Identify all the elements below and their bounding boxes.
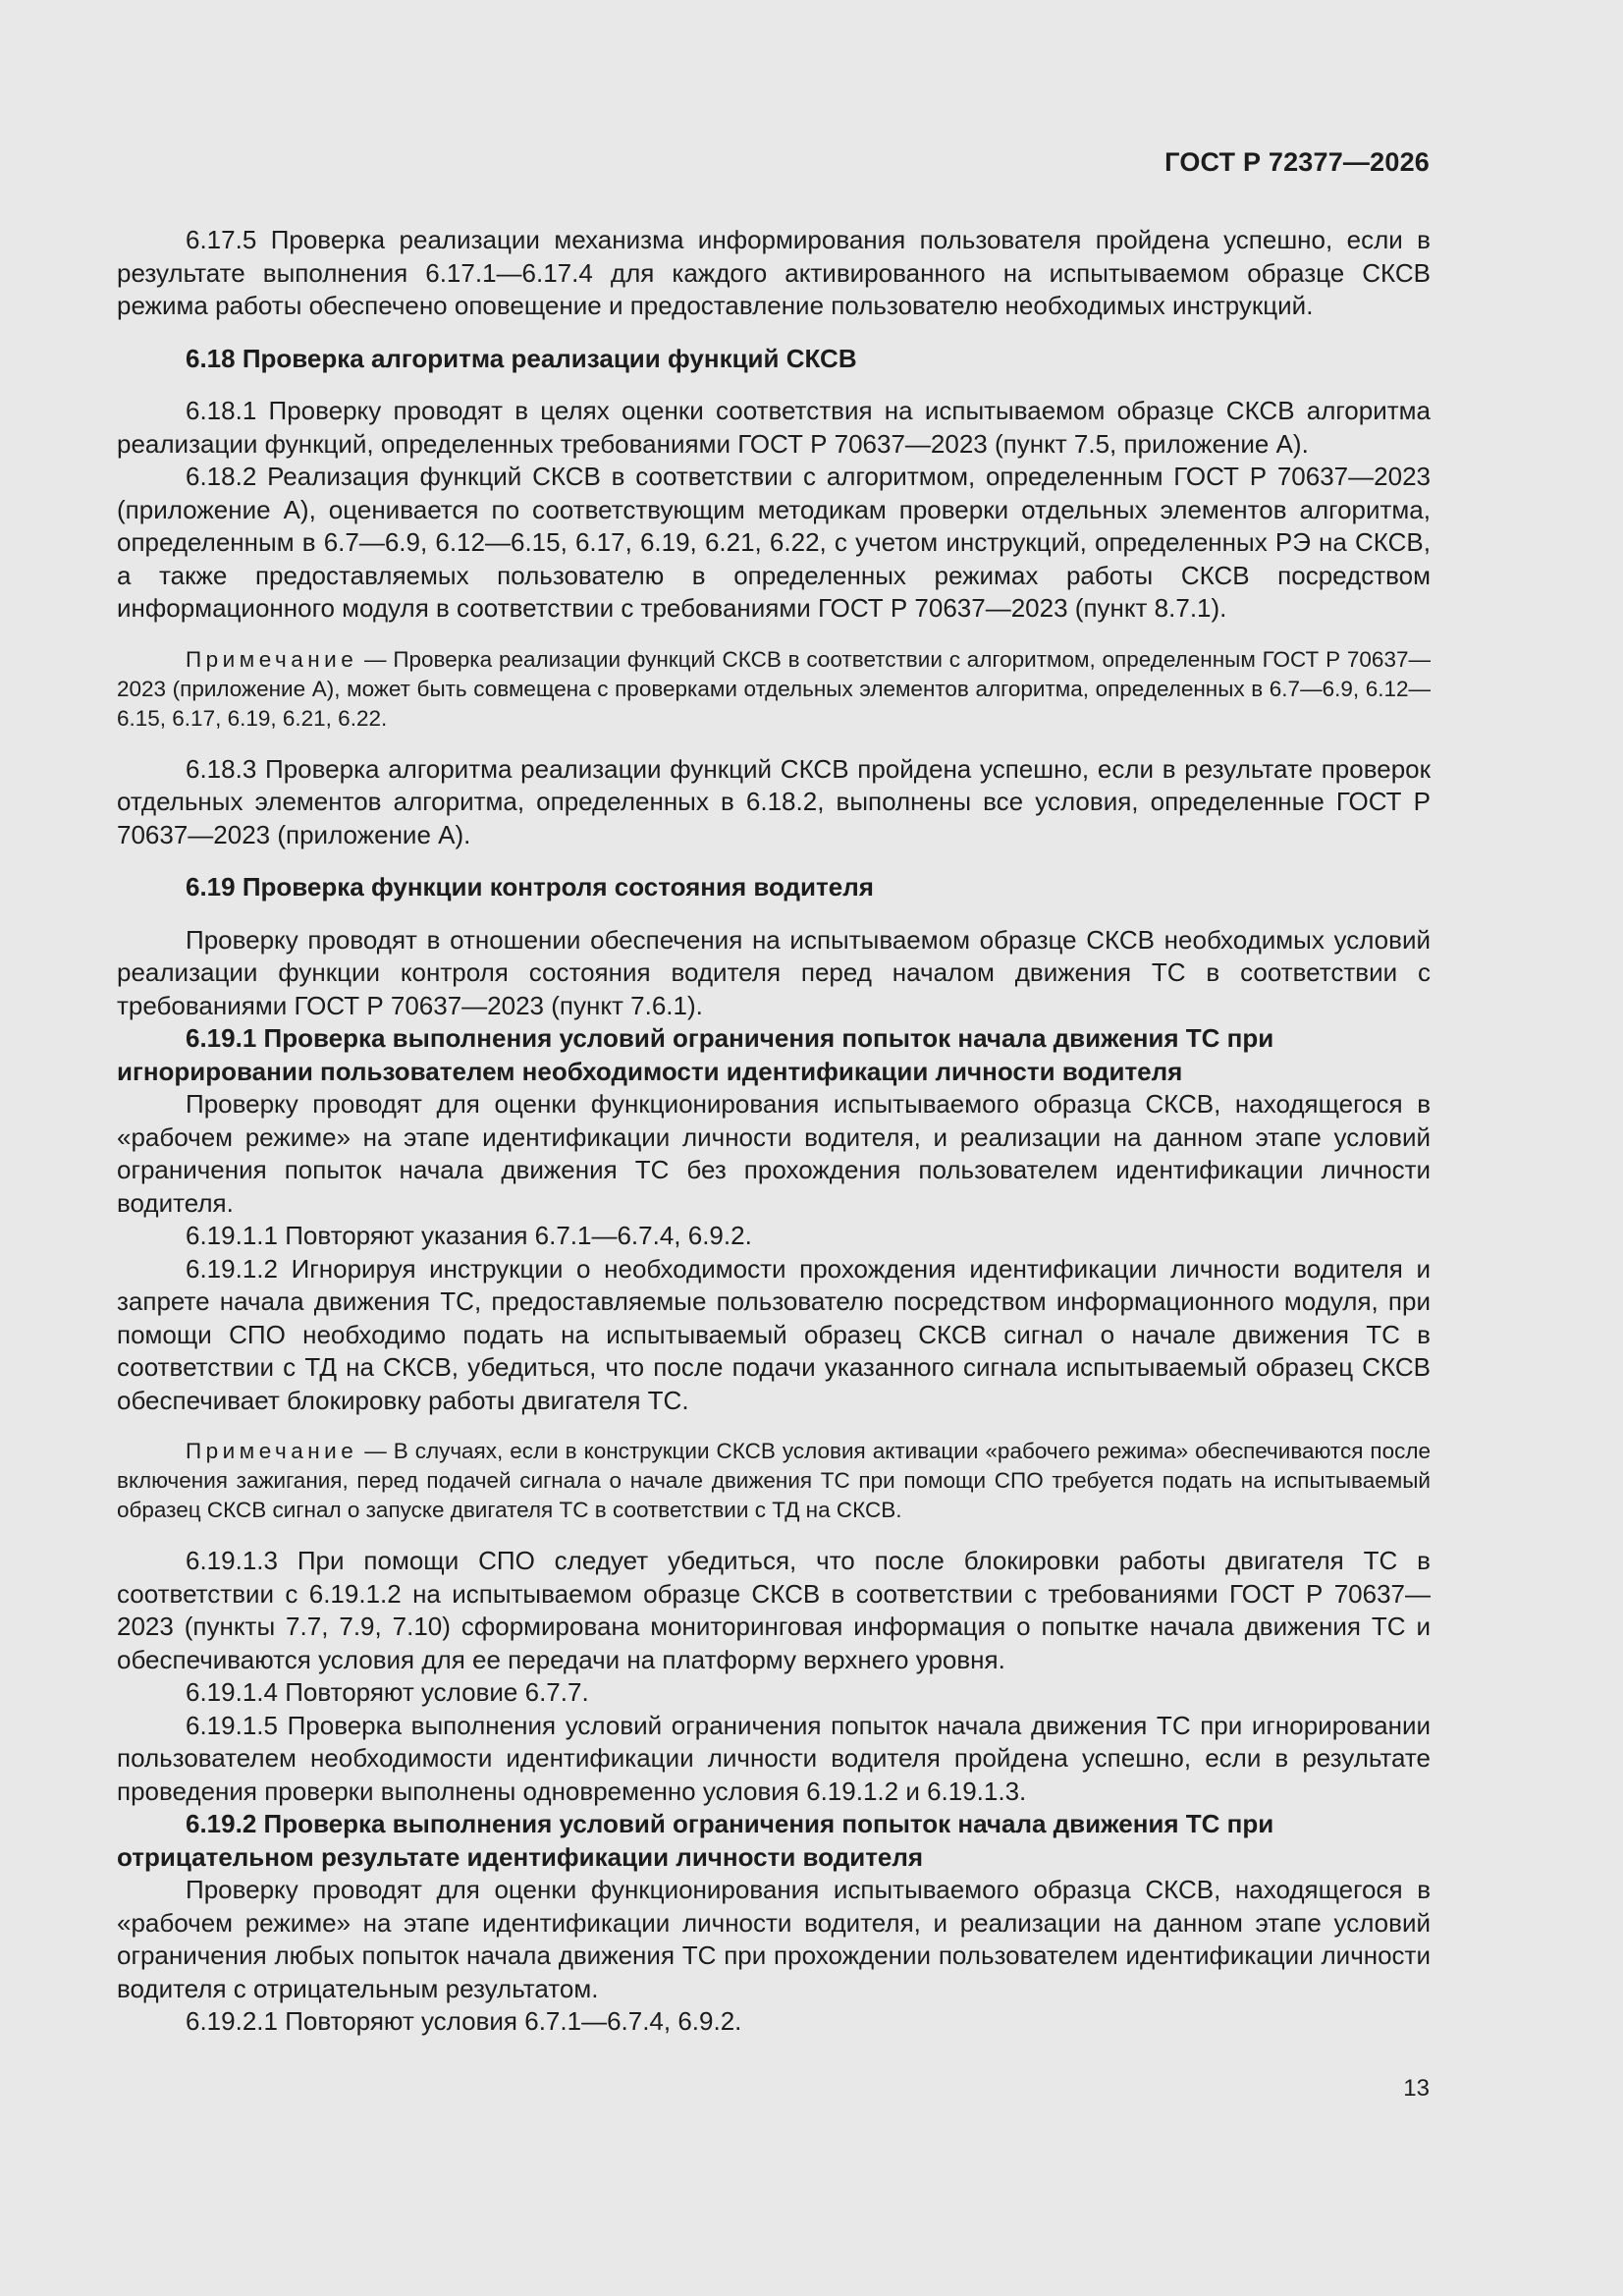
section-heading-6-19: 6.19 Проверка функции контроля состояния водителя bbox=[186, 872, 874, 902]
note-text: — Проверка реализации функций СКСВ в соответствии с алгоритмом, определенным ГОСТ Р 70637—2023 (приложение А), может быть совмещена с проверками отдельных элементов алгоритма, определенных в 6.7—6.9, 6.12—6.15, 6.17, 6.19, 6.21, 6.22. bbox=[117, 646, 1431, 731]
paragraph-6-19-1-2: 6.19.1.2 Игнорируя инструкции о необходимости прохождения идентификации личности водителя и запрете начала движения ТС, предоставляемые пользователю посредством информационного модуля, при помощи СПО необходимо подать на испытываемый образец СКСВ сигнал о начале движения ТС в соответствии с ТД на СКСВ, убедиться, что после подачи указанного сигнала испытываемый образец СКСВ обеспечивает блокировку работы двигателя ТС. bbox=[117, 1253, 1431, 1415]
paragraph-6-19-1-4: 6.19.1.4 Повторяют условие 6.7.7. bbox=[186, 1677, 589, 1707]
page-body bbox=[117, 224, 1431, 2039]
paragraph-6-18-3: 6.18.3 Проверка алгоритма реализации функций СКСВ пройдена успешно, если в результате проверок отдельных элементов алгоритма, определенных в 6.18.2, выполнены все условия, определенные ГОСТ Р 70637—2023 (приложение А). bbox=[117, 753, 1431, 849]
paragraph-6-19-1-3: 6.19.1.3 При помощи СПО следует убедиться, что после блокировки работы двигателя ТС в соответствии с 6.19.1.2 на испытываемом образце СКСВ в соответствии с требованиями ГОСТ Р 70637—2023 (пункты 7.7, 7.9, 7.10) сформирована мониторинговая информация о попытке начала движения ТС и обеспечиваются условия для ее передачи на платформу верхнего уровня. bbox=[117, 1546, 1431, 1674]
paragraph-6-19-2-1: 6.19.2.1 Повторяют условия 6.7.1—6.7.4, 6.9.2. bbox=[186, 2006, 742, 2036]
paragraph-6-19-2-intro: Проверку проводят для оценки функционирования испытываемого образца СКСВ, находящегося в «рабочем режиме» на этапе идентификации личности водителя, и реализации на данном этапе условий ограничения любых попыток начала движения ТС при прохождении пользователем идентификации личности водителя с отрицательным результатом. bbox=[117, 1875, 1431, 2003]
paragraph-6-17-5: 6.17.5 Проверка реализации механизма информирования пользователя пройдена успешно, если в результате выполнения 6.17.1—6.17.4 для каждого активированного на испытываемом образце СКСВ режима работы обеспечено оповещение и предоставление пользователю необходимых инструкций. bbox=[117, 225, 1431, 320]
note-6-18 bbox=[117, 645, 1431, 734]
document-header: ГОСТ Р 72377—2026 bbox=[1164, 147, 1430, 177]
paragraph-6-19-1-intro: Проверку проводят для оценки функционирования испытываемого образца СКСВ, находящегося в «рабочем режиме» на этапе идентификации личности водителя, и реализации на данном этапе условий ограничения попыток начала движения ТС без прохождения пользователем идентификации личности водителя. bbox=[117, 1089, 1431, 1218]
note-label: Примечание bbox=[186, 1439, 358, 1463]
note-label: Примечание bbox=[186, 646, 358, 672]
paragraph-6-18-2: 6.18.2 Реализация функций СКСВ в соответствии с алгоритмом, определенным ГОСТ Р 70637—2023 (приложение А), оценивается по соответствующим методикам проверки отдельных элементов алгоритма, определенным в 6.7—6.9, 6.12—6.15, 6.17, 6.19, 6.21, 6.22, с учетом инструкций, определенных РЭ на СКСВ, а также предоставляемых пользователю в определенных режимах работы СКСВ посредством информационного модуля в соответствии с требованиями ГОСТ Р 70637—2023 (пункт 8.7.1). bbox=[117, 462, 1431, 623]
paragraph-6-19-1-5: 6.19.1.5 Проверка выполнения условий ограничения попыток начала движения ТС при игнорировании пользователем необходимости идентификации личности водителя пройдена успешно, если в результате проведения проверки выполнены одновременно условия 6.19.1.2 и 6.19.1.3. bbox=[117, 1710, 1431, 1806]
note-6-19-1-2 bbox=[117, 1437, 1431, 1525]
paragraph-6-19-intro: Проверку проводят в отношении обеспечения на испытываемом образце СКСВ необходимых условий реализации функции контроля состояния водителя перед началом движения ТС в соответствии с требованиями ГОСТ Р 70637—2023 (пункт 7.6.1). bbox=[117, 924, 1431, 1020]
paragraph-6-19-1-1: 6.19.1.1 Повторяют указания 6.7.1—6.7.4, 6.9.2. bbox=[186, 1221, 752, 1250]
section-heading-6-18: 6.18 Проверка алгоритма реализации функций СКСВ bbox=[186, 343, 857, 373]
paragraph-6-18-1: 6.18.1 Проверку проводят в целях оценки соответствия на испытываемом образце СКСВ алгоритма реализации функций, определенных требованиями ГОСТ Р 70637—2023 (пункт 7.5, приложение А). bbox=[117, 396, 1431, 459]
page-number: 13 bbox=[1403, 2075, 1430, 2102]
subsection-heading-6-19-1: 6.19.1 Проверка выполнения условий ограничения попыток начала движения ТС при игнорировании пользователем необходимости идентификации личности водителя bbox=[117, 1023, 1274, 1086]
note-text: — В случаях, если в конструкции СКСВ условия активации «рабочего режима» обеспечиваются после включения зажигания, перед подачей сигнала о начале движения ТС при помощи СПО требуется подать на испытываемый образец СКСВ сигнал о запуске двигателя ТС в соответствии с ТД на СКСВ. bbox=[117, 1439, 1431, 1522]
subsection-heading-6-19-2: 6.19.2 Проверка выполнения условий ограничения попыток начала движения ТС при отрицательном результате идентификации личности водителя bbox=[117, 1809, 1274, 1872]
